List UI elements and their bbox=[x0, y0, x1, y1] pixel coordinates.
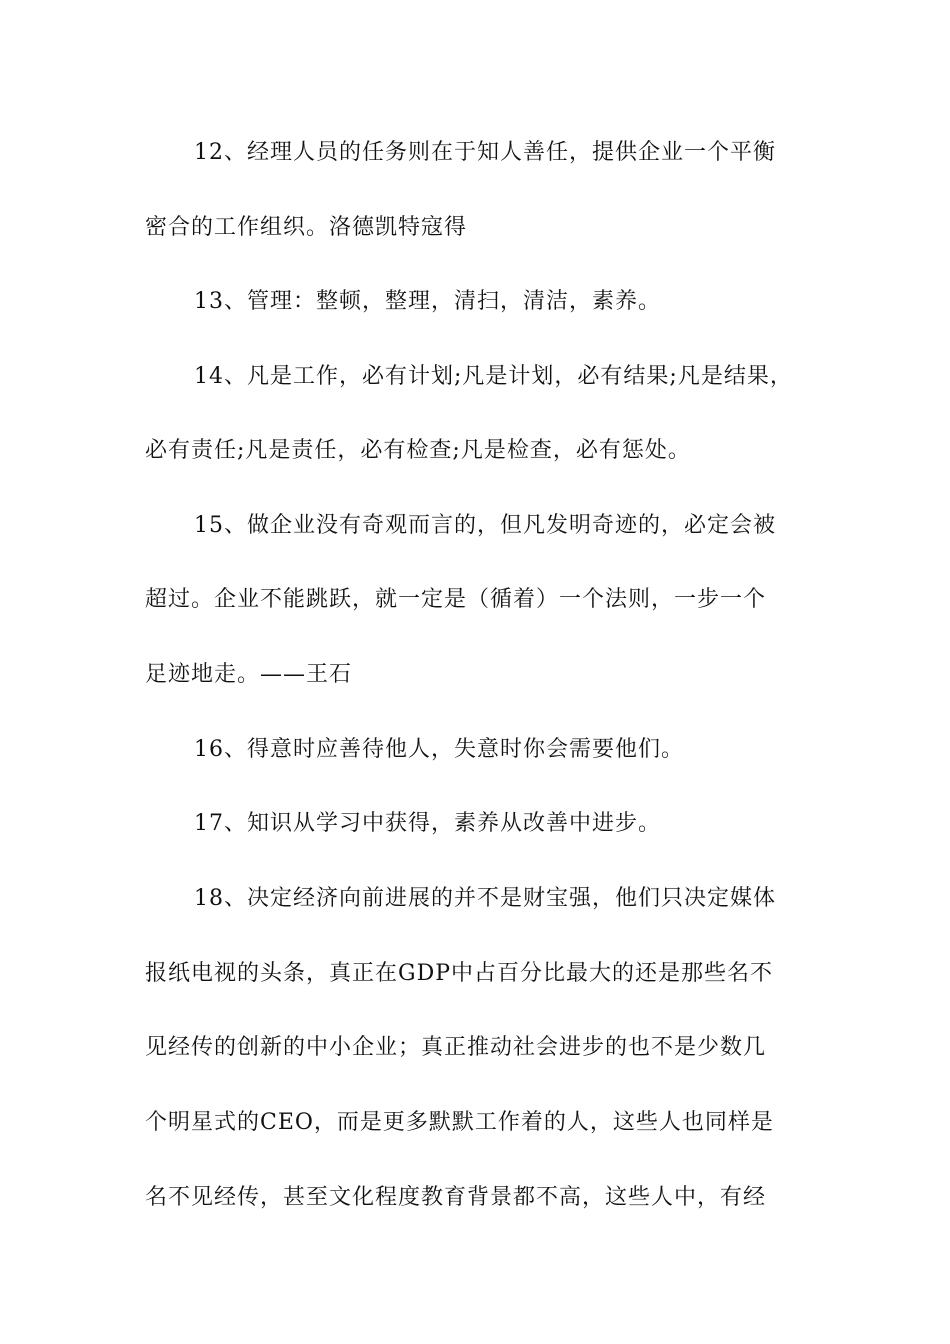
text-line: 超过。企业不能跳跃，就一定是（循着）一个法则，一步一个 bbox=[145, 587, 767, 612]
text-line: 个明星式的CEO，而是更多默默工作着的人，这些人也同样是 bbox=[145, 1110, 774, 1135]
text-line: 16、得意时应善待他人，失意时你会需要他们。 bbox=[194, 737, 684, 762]
text-line: 见经传的创新的中小企业；真正推动社会进步的也不是少数几 bbox=[145, 1035, 767, 1060]
text-line: 足迹地走。——王石 bbox=[145, 662, 353, 687]
text-line: 15、做企业没有奇观而言的，但凡发明奇迹的，必定会被 bbox=[194, 513, 776, 538]
text-line: 13、管理：整顿，整理，清扫，清洁，素养。 bbox=[194, 289, 661, 314]
text-line: 17、知识从学习中获得，素养从改善中进步。 bbox=[194, 811, 661, 836]
text-line: 名不见经传，甚至文化程度教育背景都不高，这些人中，有经 bbox=[145, 1185, 767, 1210]
text-line: 密合的工作组织。洛德凯特寇得 bbox=[145, 215, 468, 240]
text-line: 必有责任;凡是责任，必有检查;凡是检查，必有惩处。 bbox=[145, 438, 691, 463]
text-line: 12、经理人员的任务则在于知人善任，提供企业一个平衡 bbox=[194, 140, 776, 165]
text-line: 报纸电视的头条，真正在GDP中占百分比最大的还是那些名不 bbox=[145, 961, 774, 986]
text-line: 18、决定经济向前进展的并不是财宝强，他们只决定媒体 bbox=[194, 886, 776, 911]
text-line: 14、凡是工作，必有计划;凡是计划，必有结果;凡是结果， bbox=[194, 364, 793, 389]
